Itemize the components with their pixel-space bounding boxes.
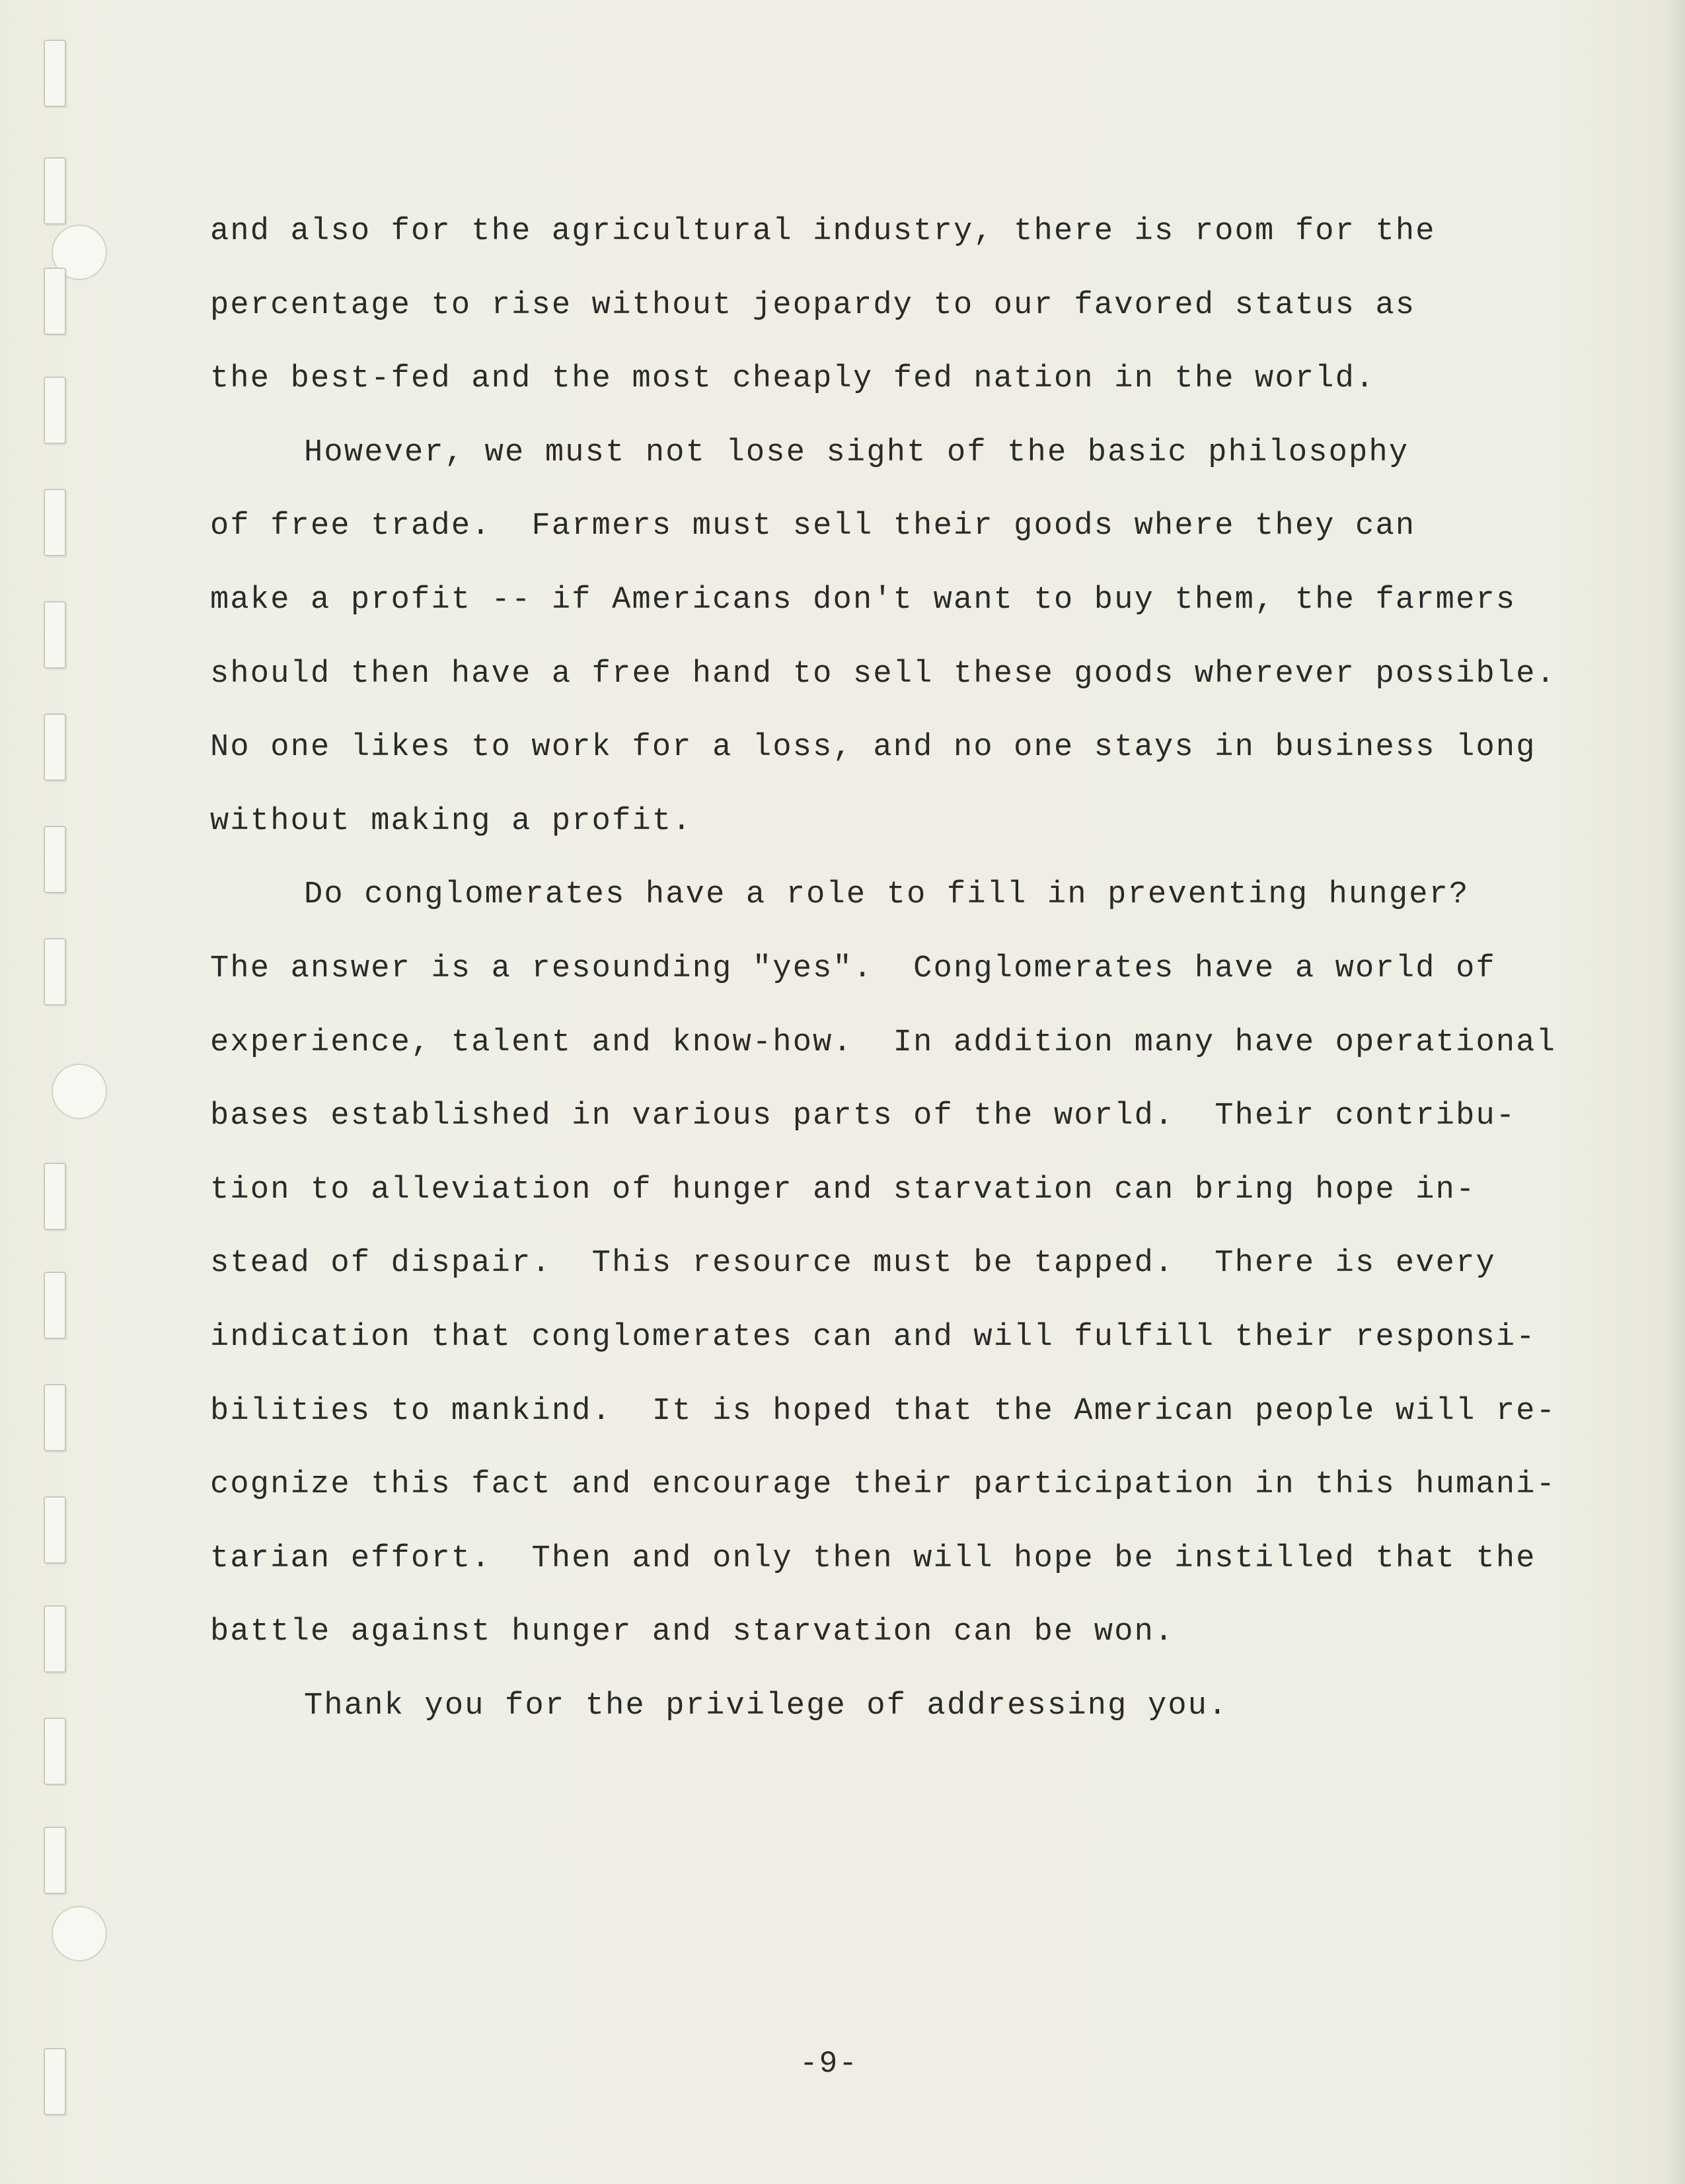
text-line: make a profit -- if Americans don't want to buy them, the farmers [210, 582, 1516, 618]
text-line: Thank you for the privilege of addressing you. [304, 1688, 1228, 1724]
text-line: tarian effort. Then and only then will hope be instilled that the [210, 1541, 1536, 1576]
binding-slot [44, 1384, 66, 1451]
text-line: should then have a free hand to sell these goods wherever possible. [210, 656, 1557, 692]
binding-slot [44, 1827, 66, 1894]
binding-slot [44, 1272, 66, 1339]
text-line: battle against hunger and starvation can be won. [210, 1615, 1175, 1650]
text-line: percentage to rise without jeopardy to our favored status as [210, 287, 1416, 323]
binding-slot [44, 377, 66, 444]
text-line: However, we must not lose sight of the basic philosophy [304, 435, 1409, 470]
binding-slot [44, 1163, 66, 1230]
text-line: the best-fed and the most cheaply fed nation in the world. [210, 361, 1376, 397]
binding-slot [44, 826, 66, 893]
text-line: cognize this fact and encourage their participation in this humani- [210, 1467, 1557, 1503]
binding-slot [44, 938, 66, 1005]
text-line: Do conglomerates have a role to fill in preventing hunger? [304, 877, 1470, 913]
text-line: The answer is a resounding "yes". Conglomerates have a world of [210, 951, 1496, 986]
binding-slot [44, 40, 66, 107]
text-line: without making a profit. [210, 803, 693, 839]
binding-slot [44, 2048, 66, 2115]
text-line: indication that conglomerates can and will fulfill their responsi- [210, 1319, 1536, 1355]
binding-ring-hole [52, 1906, 107, 1961]
binding-ring-hole [52, 1064, 107, 1119]
binding-slot [44, 1718, 66, 1785]
binding-slot [44, 268, 66, 335]
page-number: -9- [800, 2047, 858, 2081]
binding-slot [44, 713, 66, 781]
binding-slot [44, 157, 66, 225]
typed-body-text [210, 195, 1571, 1743]
binding-slot [44, 489, 66, 556]
text-line: bases established in various parts of the world. Their contribu- [210, 1099, 1516, 1134]
binding-slot [44, 1496, 66, 1564]
text-line: experience, talent and know-how. In addition many have operational [210, 1025, 1557, 1060]
text-line: tion to alleviation of hunger and starvation can bring hope in- [210, 1172, 1476, 1208]
text-line: and also for the agricultural industry, there is room for the [210, 214, 1436, 249]
text-line: No one likes to work for a loss, and no one stays in business long [210, 730, 1536, 766]
page-edge-shadow [1665, 0, 1685, 2184]
binding-slot [44, 1605, 66, 1673]
text-line: stead of dispair. This resource must be tapped. There is every [210, 1246, 1496, 1282]
text-line: of free trade. Farmers must sell their goods where they can [210, 509, 1416, 544]
binding-slot [44, 601, 66, 669]
text-line: bilities to mankind. It is hoped that the American people will re- [210, 1393, 1557, 1429]
